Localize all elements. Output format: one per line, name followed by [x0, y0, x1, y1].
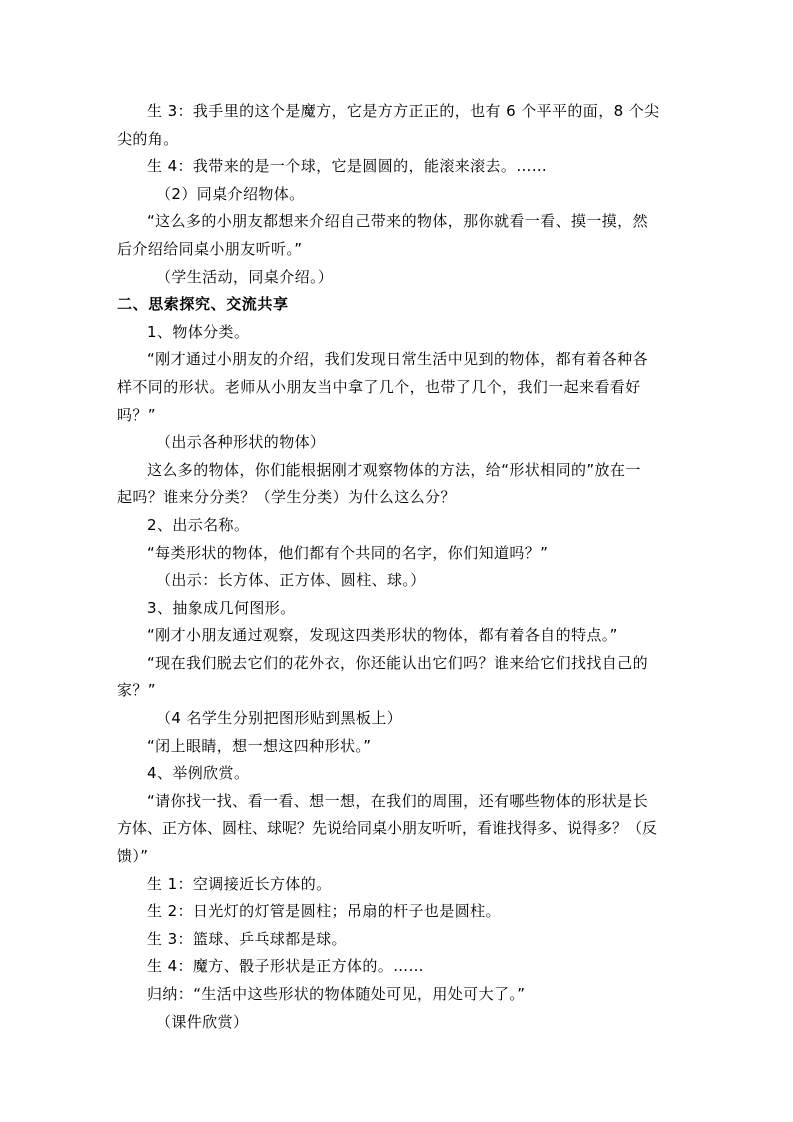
paragraph-line: “闭上眼睛，想一想这四种形状。” [147, 736, 372, 755]
paragraph-line: 2、出示名称。 [147, 515, 250, 534]
paragraph-line: （学生活动，同桌介绍。） [156, 267, 334, 286]
paragraph-line: 归纳：“生活中这些形状的物体随处可见，用处可大了。” [147, 985, 526, 1003]
document-body [117, 98, 677, 1036]
paragraph-line: （出示各种形状的物体） [156, 433, 326, 452]
paragraph-line: 生 1：空调接近长方体的。 [147, 874, 332, 893]
paragraph-line: 这么多的物体，你们能根据刚才观察物体的方法，给“形状相同的”放在一 [147, 460, 641, 479]
paragraph-line: “现在我们脱去它们的花外衣，你还能认出它们吗？谁来给它们找找自己的 [147, 653, 648, 672]
paragraph-line: 生 4：魔方、骰子形状是正方体的。…… [147, 957, 424, 976]
paragraph-line: （2）同桌介绍物体。 [156, 184, 305, 203]
paragraph-line: （出示：长方体、正方体、圆柱、球。） [156, 571, 426, 590]
paragraph-line: 3、抽象成几何图形。 [147, 598, 296, 617]
paragraph-line: 馈）” [117, 847, 149, 866]
paragraph-line: 4、举例欣赏。 [147, 764, 250, 783]
paragraph-line: 尖的角。 [117, 129, 179, 148]
paragraph-line: 样不同的形状。老师从小朋友当中拿了几个，也带了几个，我们一起来看看好 [117, 377, 641, 396]
paragraph-line: 吗？” [117, 405, 156, 424]
paragraph-line: （课件欣赏） [156, 1012, 249, 1031]
paragraph-line: 后介绍给同桌小朋友听听。” [117, 239, 303, 258]
section-heading: 二、思索探究、交流共享 [117, 295, 289, 314]
paragraph-line: “每类形状的物体，他们都有个共同的名字，你们知道吗？” [147, 543, 549, 562]
paragraph-line: 生 2：日光灯的灯管是圆柱；吊扇的杆子也是圆柱。 [147, 902, 501, 921]
paragraph-line: 起吗？谁来分分类？（学生分类）为什么这么分？ [117, 488, 456, 507]
paragraph-line: 方体、正方体、圆柱、球呢？先说给同桌小朋友听听，看谁找得多、说得多？（反 [117, 819, 658, 838]
paragraph-line: 家？” [117, 681, 156, 700]
paragraph-line: 生 3：篮球、乒乓球都是球。 [147, 929, 347, 948]
paragraph-line: 1、物体分类。 [147, 322, 250, 341]
paragraph-line: “这么多的小朋友都想来介绍自己带来的物体，那你就看一看、摸一摸，然 [147, 212, 648, 231]
paragraph-line: “刚才小朋友通过观察，发现这四类形状的物体，都有着各自的特点。” [147, 626, 618, 645]
paragraph-line: （4 名学生分别把图形贴到黑板上） [156, 709, 403, 728]
paragraph-line: 生 3：我手里的这个是魔方，它是方方正正的，也有 6 个平平的面，8 个尖 [147, 102, 660, 120]
paragraph-line: “刚才通过小朋友的介绍，我们发现日常生活中见到的物体，都有着各种各 [147, 350, 648, 369]
paragraph-line: 生 4：我带来的是一个球，它是圆圆的，能滚来滚去。…… [147, 157, 548, 176]
paragraph-line: “请你找一找、看一看、想一想，在我们的周围，还有哪些物体的形状是长 [147, 791, 648, 810]
